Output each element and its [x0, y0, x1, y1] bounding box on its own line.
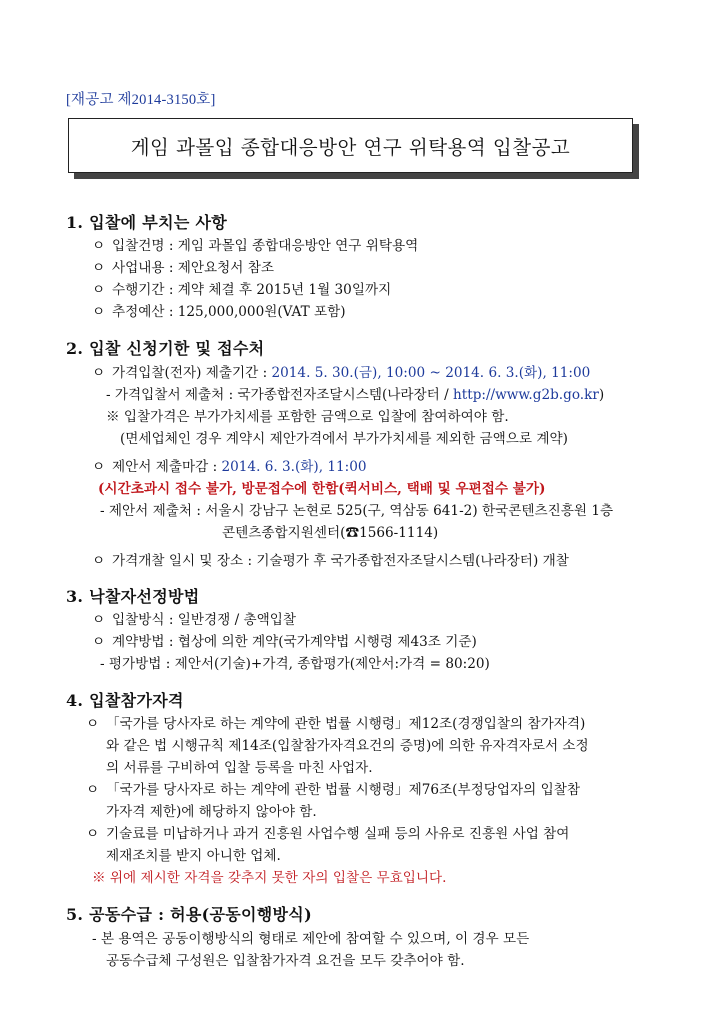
paragraph-line: 공동수급체 구성원은 입찰참가자격 요건을 모두 갖추어야 함. — [106, 953, 465, 969]
bid-period: 2014. 5. 30.(금), 10:00 ~ 2014. 6. 3.(화), 11:00 — [271, 365, 591, 381]
list-item: ㅇ 입찰건명 : 게임 과몰입 종합대응방안 연구 위탁용역 — [92, 238, 419, 254]
section2-heading: 2. 입찰 신청기한 및 접수처 — [66, 339, 265, 358]
bullet-icon: ㅇ — [86, 716, 100, 732]
g2b-link[interactable]: http://www.g2b.go.kr — [453, 387, 599, 403]
bullet-icon: ㅇ — [92, 553, 106, 569]
bullet-icon: ㅇ — [92, 282, 106, 298]
section4-heading: 4. 입찰참가자격 — [66, 691, 184, 710]
bullet-icon: ㅇ — [92, 365, 106, 381]
list-item-cont: 가자격 제한)에 해당하지 않아야 함. — [106, 804, 317, 820]
proposal-place-line: 콘텐츠종합지원센터(☎1566-1114) — [222, 525, 439, 541]
bullet-icon: ㅇ — [92, 304, 106, 320]
warning-text: ※ 위에 제시한 자격을 갖추지 못한 자의 입찰은 무효입니다. — [92, 870, 447, 886]
bid-place-line: - 가격입찰서 제출처 : 국가종합전자조달시스템(나라장터 / http://www.g2b.go.kr) — [106, 387, 605, 403]
list-item: ㅇ 계약방법 : 협상에 의한 계약(국가계약법 시행령 제43조 기준) — [92, 634, 477, 650]
list-item: ㅇ 사업내용 : 제안요청서 참조 — [92, 260, 274, 276]
note-line: (면세업체인 경우 계약시 제안가격에서 부가가치세를 제외한 금액으로 계약) — [120, 431, 568, 447]
notice-number: [재공고 제2014-3150호] — [66, 92, 216, 108]
bullet-icon: ㅇ — [92, 634, 106, 650]
note-line: ※ 입찰가격은 부가가치세를 포함한 금액으로 입찰에 참여하여야 함. — [106, 409, 509, 425]
bullet-icon: ㅇ — [92, 459, 106, 475]
list-item: ㅇ 입찰방식 : 일반경쟁 / 총액입찰 — [92, 612, 297, 628]
list-subitem: - 평가방법 : 제안서(기술)+가격, 종합평가(제안서:가격 = 80:20) — [100, 656, 490, 672]
title-box — [68, 118, 633, 173]
proposal-deadline-line: ㅇ 제안서 제출마감 : 2014. 6. 3.(화), 11:00 — [92, 459, 367, 475]
list-item: ㅇ 「국가를 당사자로 하는 계약에 관한 법률 시행령」제76조(부정당업자의 입찰참 — [86, 782, 580, 798]
list-item: ㅇ 「국가를 당사자로 하는 계약에 관한 법률 시행령」제12조(경쟁입찰의 참가자격) — [86, 716, 586, 732]
bullet-icon: ㅇ — [86, 826, 100, 842]
bullet-icon: ㅇ — [92, 238, 106, 254]
section1-heading: 1. 입찰에 부치는 사항 — [66, 213, 227, 232]
list-item: ㅇ 추정예산 : 125,000,000원(VAT 포함) — [92, 304, 346, 320]
proposal-deadline: 2014. 6. 3.(화), 11:00 — [221, 459, 367, 475]
list-item: ㅇ 기술료를 미납하거나 과거 진흥원 사업수행 실패 등의 사유로 진흥원 사업 참여 — [86, 826, 570, 842]
bid-period-line: ㅇ 가격입찰(전자) 제출기간 : 2014. 5. 30.(금), 10:00 ~ 2014. 6. 3.(화), 11:00 — [92, 365, 591, 381]
proposal-place-line: - 제안서 제출처 : 서울시 강남구 논현로 525(구, 역삼동 641-2) 한국콘텐츠진흥원 1층 — [100, 503, 614, 519]
paragraph-line: - 본 용역은 공동이행방식의 형태로 제안에 참여할 수 있으며, 이 경우 모든 — [92, 931, 530, 947]
page-title: 게임 과몰입 종합대응방안 연구 위탁용역 입찰공고 — [130, 135, 571, 159]
opening-line: ㅇ 가격개찰 일시 및 장소 : 기술평가 후 국가종합전자조달시스템(나라장터) 개찰 — [92, 553, 569, 569]
bullet-icon: ㅇ — [86, 782, 100, 798]
bullet-icon: ㅇ — [92, 260, 106, 276]
bullet-icon: ㅇ — [92, 612, 106, 628]
list-item: ㅇ 수행기간 : 계약 체결 후 2015년 1월 30일까지 — [92, 282, 392, 298]
section5-heading: 5. 공동수급 : 허용(공동이행방식) — [66, 905, 312, 924]
list-item-cont: 의 서류를 구비하여 입찰 등록을 마친 사업자. — [106, 760, 373, 776]
section3-heading: 3. 낙찰자선정방법 — [66, 587, 200, 606]
list-item-cont: 와 같은 법 시행규칙 제14조(입찰참가자격요건의 증명)에 의한 유자격자로서 소정 — [106, 738, 589, 754]
list-item-cont: 제재조치를 받지 아니한 업체. — [106, 848, 281, 864]
warning-text: (시간초과시 접수 불가, 방문접수에 한함(퀵서비스, 택배 및 우편접수 불가) — [98, 481, 546, 497]
